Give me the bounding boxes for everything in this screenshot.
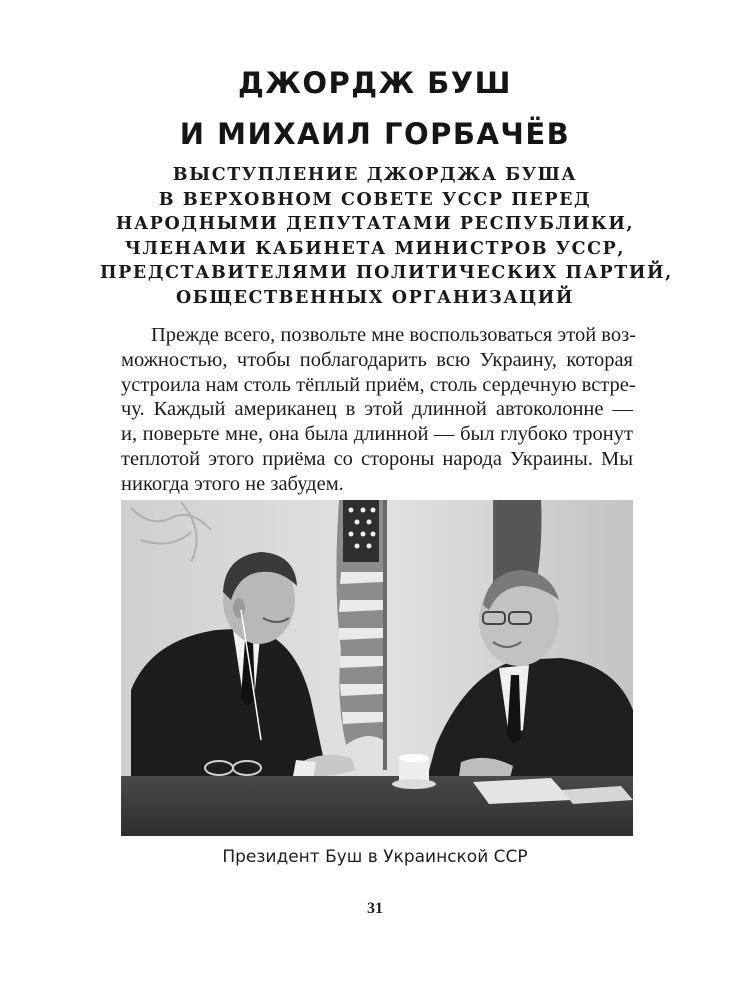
body-line: никогда этого не забудем. xyxy=(121,472,344,495)
body-paragraph xyxy=(121,323,637,497)
photo-illustration xyxy=(121,500,633,836)
body-line: устроила нам столь тёплый приём, столь сердечную встре- xyxy=(121,373,636,396)
body-line: можностью, чтобы поблагодарить всю Украину, которая xyxy=(121,348,633,371)
chapter-title-line-2: И МИХАИЛ ГОРБАЧЁВ xyxy=(179,117,571,151)
section-heading-line: ЧЛЕНАМИ КАБИНЕТА МИНИСТРОВ УССР, xyxy=(124,238,626,259)
body-line: теплотой этого приёма со стороны народа Украины. Мы xyxy=(121,447,633,470)
body-line: чу. Каждый американец в этой длинной автоколонне — xyxy=(121,398,633,421)
section-heading-line: В ВЕРХОВНОМ СОВЕТЕ УССР ПЕРЕД xyxy=(158,189,592,210)
photo-bush-gorbachev xyxy=(121,500,633,836)
section-heading xyxy=(100,163,673,311)
chapter-title-line-1: ДЖОРДЖ БУШ xyxy=(238,66,512,100)
page-number: 31 xyxy=(367,900,383,917)
section-heading-line: ОБЩЕСТВЕННЫХ ОРГАНИЗАЦИЙ xyxy=(175,287,575,308)
section-heading-line: НАРОДНЫМИ ДЕПУТАТАМИ РЕСПУБЛИКИ, xyxy=(115,214,635,235)
body-line: и, поверьте мне, она была длинной — был глубоко тронут xyxy=(121,423,633,446)
body-line: Прежде всего, позвольте мне воспользоваться этой воз- xyxy=(151,324,637,346)
section-heading-line: ПРЕДСТАВИТЕЛЯМИ ПОЛИТИЧЕСКИХ ПАРТИЙ, xyxy=(100,263,673,284)
photo-caption: Президент Буш в Украинской ССР xyxy=(222,847,528,867)
section-heading-line: ВЫСТУПЛЕНИЕ ДЖОРДЖА БУША xyxy=(172,165,578,185)
